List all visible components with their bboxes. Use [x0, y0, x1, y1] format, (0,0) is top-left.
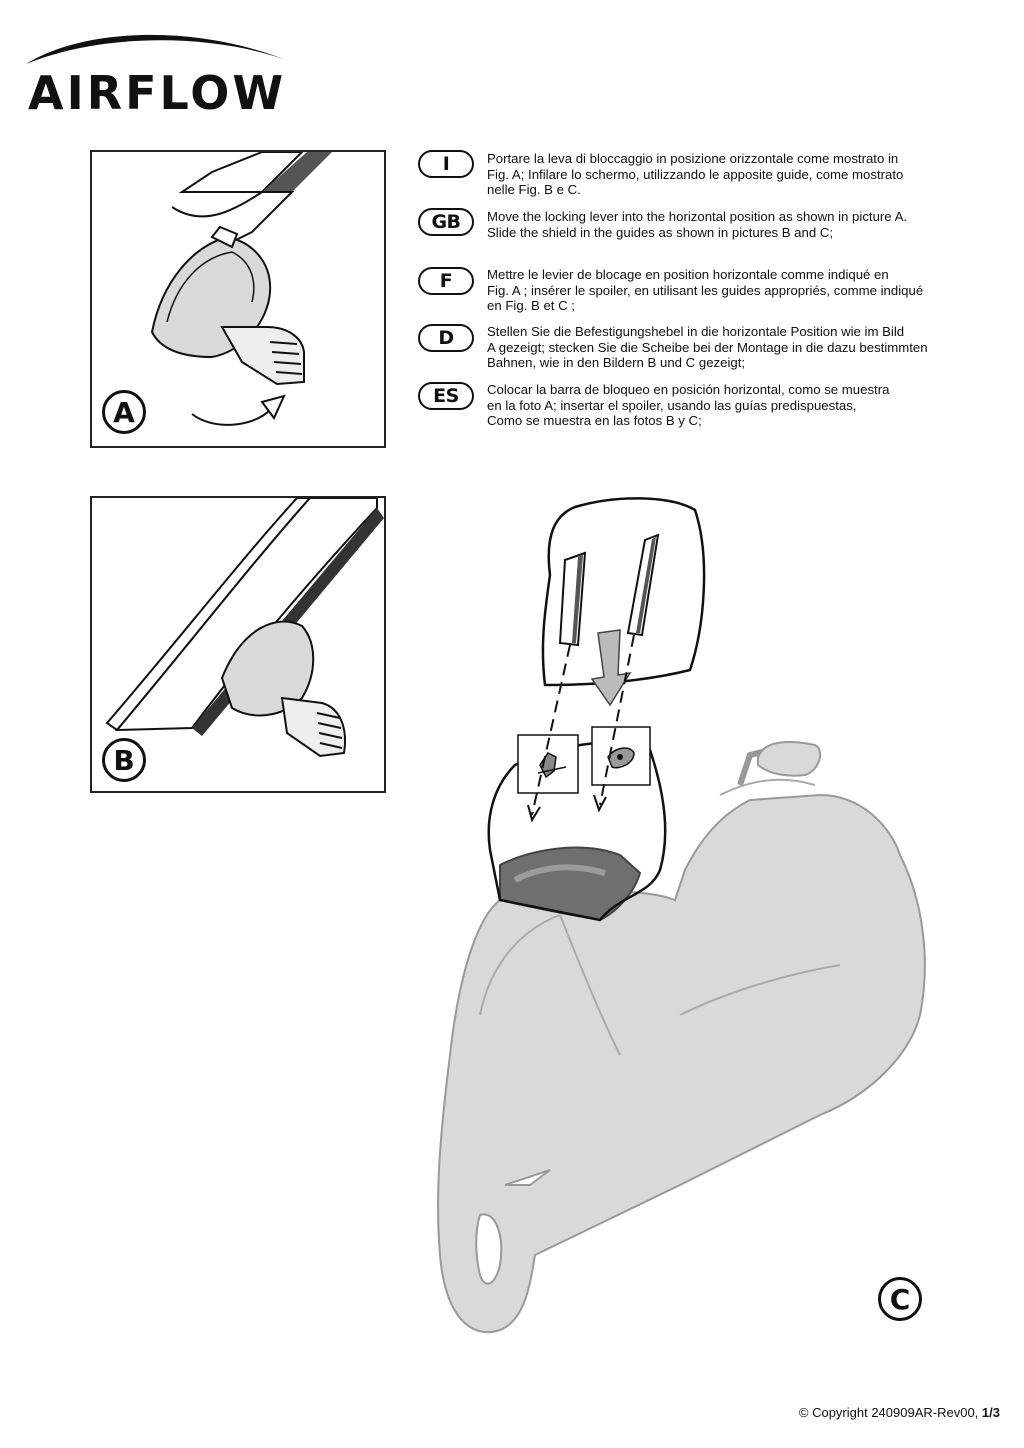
logo-text: AIRFLOW [28, 66, 287, 120]
lang-badge-i: I [418, 150, 474, 178]
copyright-text: © Copyright 240909AR-Rev00, [798, 1405, 979, 1420]
figure-b-label: B [102, 738, 146, 782]
instruction-text-d: Stellen Sie die Befestigungshebel in die horizontale Position wie im Bild A gezeigt; stecken Sie die Scheibe bei der Montage in die dazu bestimmten Bahnen, wie in den Bildern B und C gezeigt; [487, 324, 928, 370]
lang-badge-f: F [418, 267, 474, 295]
instruction-text-f: Mettre le levier de blocage en position horizontale comme indiqué en Fig. A ; insérer le spoiler, en utilisant les guides appropriés, comme indiqué en Fig. B et C ; [487, 267, 924, 313]
figure-c-label: C [878, 1277, 922, 1321]
figure-a-label: A [102, 390, 146, 434]
brand-logo [24, 30, 294, 120]
page-number: 1/3 [981, 1405, 1000, 1420]
instruction-text-gb: Move the locking lever into the horizontal position as shown in picture A. Slide the shield in the guides as shown in pictures B and C; [487, 209, 908, 240]
lang-badge-gb: GB [418, 208, 474, 236]
figure-a-panel [90, 150, 386, 448]
instruction-text-es: Colocar la barra de bloqueo en posición horizontal, como se muestra en la foto A; insertar el spoiler, usando las guías predispuestas, Como se muestra en las fotos B y C; [487, 382, 890, 428]
figure-c-scene [420, 495, 960, 1345]
page-footer [799, 1405, 1000, 1420]
lang-badge-es: ES [418, 382, 474, 410]
scooter-installation-illustration [420, 495, 960, 1345]
figure-b-panel [90, 496, 386, 793]
instruction-text-i: Portare la leva di bloccaggio in posizione orizzontale come mostrato in Fig. A; Infilare lo schermo, utilizzando le apposite guide, come mostrato nelle Fig. B e C. [487, 151, 904, 197]
logo-swoosh-icon [24, 30, 294, 70]
lang-badge-d: D [418, 324, 474, 352]
